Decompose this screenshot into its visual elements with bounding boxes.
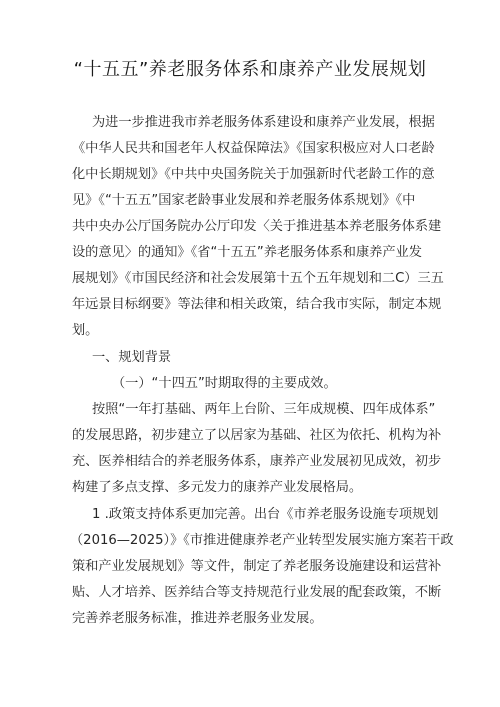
paragraph-line: 按照“一年打基础、两年上台阶、三年成规模、四年成体系”	[92, 402, 436, 417]
paragraph-line: （2016—2025）》《市推进健康养老产业转型发展实施方案若干政	[70, 533, 454, 548]
paragraph-line: 设的意见〉的通知》《省“十五五”养老服务体系和康养产业发	[72, 245, 422, 260]
paragraph-line: 策和产业发展规划》等文件，制定了养老服务设施建设和运营补	[72, 559, 442, 574]
paragraph-line: 完善养老服务标准，推进养老服务业发展。	[72, 611, 323, 626]
document-title: “十五五”养老服务体系和康养产业发展规划	[73, 59, 427, 80]
section-heading: 一、规划背景	[92, 350, 172, 365]
paragraph-line: 贴、人才培养、医养结合等支持规范行业发展的配套政策，不断	[72, 585, 442, 600]
paragraph-line: 1 .政策支持体系更加完善。出台《市养老服务设施专项规划	[92, 507, 439, 522]
paragraph-line: 的发展思路，初步建立了以居家为基础、社区为依托、机构为补	[72, 428, 442, 443]
paragraph-line: 划。	[72, 323, 99, 338]
paragraph-line: 年远景目标纲要》等法律和相关政策，结合我市实际，制定本规	[72, 297, 442, 312]
paragraph-line: 为进一步推进我市养老服务体系建设和康养产业发展，根据	[92, 115, 435, 130]
subsection-heading: （一）“十四五”时期取得的主要成效。	[112, 376, 337, 391]
paragraph-line: 充、医养相结合的养老服务体系，康养产业发展初见成效，初步	[72, 454, 442, 469]
paragraph-line: 构建了多点支撑、多元发力的康养产业发展格局。	[72, 480, 363, 495]
paragraph-line: 见》《“十五五”国家老龄事业发展和养老服务体系规划》《中	[72, 193, 416, 208]
paragraph-line: 《中华人民共和国老年人权益保障法》《国家积极应对人口老龄	[72, 141, 435, 156]
paragraph-line: 共中央办公厅国务院办公厅印发〈关于推进基本养老服务体系建	[72, 219, 442, 234]
paragraph-line: 展规划》《市国民经济和社会发展第十五个五年规划和二C）三五	[72, 271, 444, 286]
paragraph-line: 化中长期规划》《中共中央国务院关于加强新时代老龄工作的意	[72, 167, 435, 182]
